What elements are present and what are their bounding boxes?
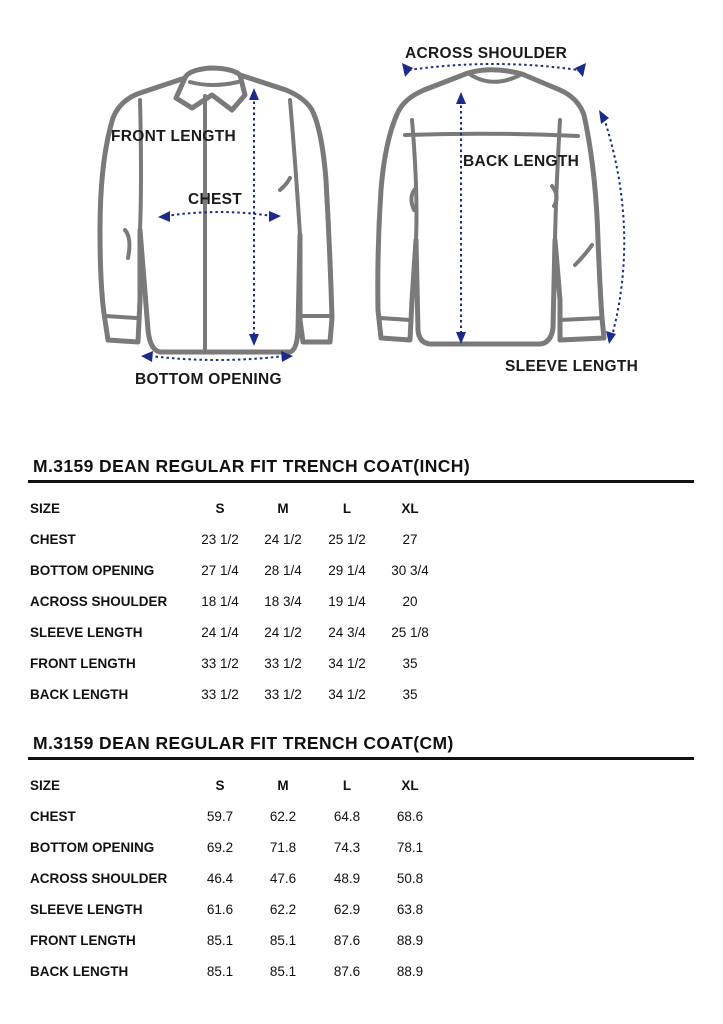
cell-l: 29 1/4 [328,563,366,578]
row-label: FRONT LENGTH [30,933,136,948]
table-row [0,809,723,829]
cell-xl: 50.8 [396,871,424,886]
cell-m: 47.6 [269,871,297,886]
cell-s: 27 1/4 [201,563,239,578]
cell-s: 85.1 [206,933,234,948]
label-chest: CHEST [188,191,243,208]
measure-back-length [456,92,466,344]
row-label: BOTTOM OPENING [30,563,155,578]
front-shirt-illustration [100,68,332,352]
table-row [0,933,723,953]
table-row [0,687,723,707]
header-l: L [342,778,352,793]
measure-chest [158,211,281,222]
header-s: S [215,778,225,793]
cell-m: 62.2 [269,902,297,917]
row-label: ACROSS SHOULDER [30,594,168,609]
cell-m: 85.1 [269,964,297,979]
cell-s: 24 1/4 [201,625,239,640]
table-header-row [0,501,723,521]
cell-m: 33 1/2 [264,656,302,671]
cell-xl: 63.8 [396,902,424,917]
back-shirt-illustration [378,70,604,344]
table-row [0,656,723,676]
cell-l: 25 1/2 [328,532,366,547]
cell-m: 71.8 [269,840,297,855]
header-xl: XL [401,778,419,793]
cell-xl: 88.9 [396,964,424,979]
header-xl: XL [401,501,419,516]
row-label: ACROSS SHOULDER [30,871,168,886]
inch-table-title: M.3159 DEAN REGULAR FIT TRENCH COAT(INCH) [33,456,471,476]
header-size: SIZE [30,778,61,793]
cell-xl: 88.9 [396,933,424,948]
cell-l: 64.8 [333,809,361,824]
table-row [0,964,723,984]
row-label: SLEEVE LENGTH [30,625,143,640]
cell-xl: 78.1 [396,840,424,855]
header-size: SIZE [30,501,61,516]
cell-s: 33 1/2 [201,687,239,702]
cell-s: 23 1/2 [201,532,239,547]
cell-l: 87.6 [333,964,361,979]
row-label: SLEEVE LENGTH [30,902,143,917]
table-header-row [0,778,723,798]
cell-s: 85.1 [206,964,234,979]
table-row [0,563,723,583]
label-sleeve-length: SLEEVE LENGTH [505,358,639,375]
measurement-diagram [0,0,723,400]
header-l: L [342,501,352,516]
label-back-length: BACK LENGTH [463,153,580,170]
cell-m: 85.1 [269,933,297,948]
row-label: FRONT LENGTH [30,656,136,671]
cell-m: 24 1/2 [264,625,302,640]
table-row [0,594,723,614]
header-m: M [277,501,289,516]
cell-m: 28 1/4 [264,563,302,578]
cell-l: 87.6 [333,933,361,948]
row-label: BOTTOM OPENING [30,840,155,855]
cell-m: 24 1/2 [264,532,302,547]
measure-front-length [249,88,259,346]
table-row [0,840,723,860]
cell-s: 18 1/4 [201,594,239,609]
row-label: BACK LENGTH [30,687,129,702]
header-m: M [277,778,289,793]
cell-s: 59.7 [206,809,234,824]
cell-s: 46.4 [206,871,234,886]
row-label: BACK LENGTH [30,964,129,979]
cell-m: 18 3/4 [264,594,302,609]
row-label: CHEST [30,532,76,547]
row-label: CHEST [30,809,76,824]
label-front-length: FRONT LENGTH [111,128,237,145]
cell-xl: 35 [402,656,418,671]
cell-m: 33 1/2 [264,687,302,702]
cell-l: 48.9 [333,871,361,886]
cell-xl: 20 [402,594,418,609]
cell-xl: 30 3/4 [391,563,429,578]
cell-l: 19 1/4 [328,594,366,609]
cell-xl: 35 [402,687,418,702]
cell-xl: 25 1/8 [391,625,429,640]
table-row [0,625,723,645]
cell-l: 24 3/4 [328,625,366,640]
cell-s: 69.2 [206,840,234,855]
cell-l: 74.3 [333,840,361,855]
inch-table-rule [28,480,694,483]
cell-l: 34 1/2 [328,656,366,671]
cell-l: 62.9 [333,902,361,917]
label-bottom-opening: BOTTOM OPENING [135,371,282,388]
cm-table-title: M.3159 DEAN REGULAR FIT TRENCH COAT(CM) [33,733,454,753]
label-across-shoulder: ACROSS SHOULDER [405,45,568,62]
cm-table-rule [28,757,694,760]
cell-l: 34 1/2 [328,687,366,702]
cell-m: 62.2 [269,809,297,824]
cell-xl: 68.6 [396,809,424,824]
table-row [0,902,723,922]
header-s: S [215,501,225,516]
cell-s: 33 1/2 [201,656,239,671]
table-row [0,871,723,891]
cell-xl: 27 [402,532,418,547]
table-row [0,532,723,552]
cell-s: 61.6 [206,902,234,917]
